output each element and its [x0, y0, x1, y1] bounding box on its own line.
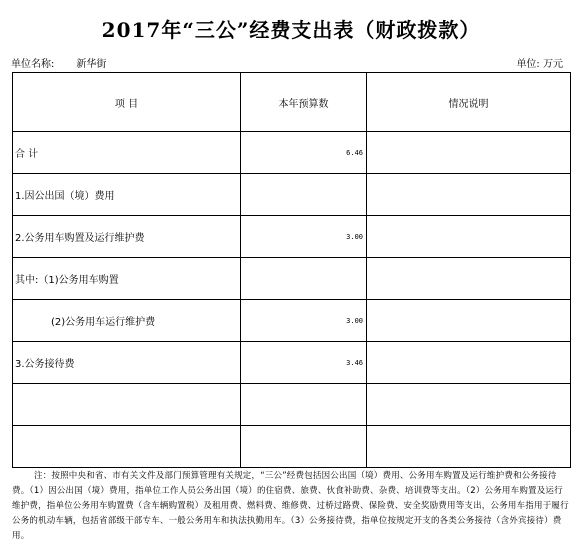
- row-note: [367, 258, 571, 300]
- row-label: 其中:（1)公务用车购置: [13, 258, 241, 300]
- unit-name-label: 单位名称:: [11, 59, 55, 70]
- table-row: [13, 384, 571, 426]
- row-budget: [241, 174, 367, 216]
- footnote: 注：按照中央和省、市有关文件及部门预算管理有关规定，“三公”经费包括因公出国（境）费用、公务用车购置及运行维护费和公务接待费。（1）因公出国（境）费用，指单位工作人员公务出国（境）的住宿费、旅费、伙食补助费、杂费、培训费等支出。（2）公务用车购置及运行维护费，指单位公务用车购置费（含车辆购置税）及租用费、燃料费、维修费、过桥过路费、保险费、安全奖励费用等支出，公务用车指用于履行公务的机动车辆，包括省部级干部专车、一般公务用车和执法执勤用车。（3）公务接待费，指单位按规定开支的各类公务接待（含外宾接待）费用。: [12, 471, 569, 541]
- row-label: 3.公务接待费: [13, 342, 241, 384]
- unit-info-row: [0, 58, 582, 72]
- table-row: [13, 174, 571, 216]
- header-description: 情况说明: [367, 73, 571, 132]
- table-row: [13, 426, 571, 468]
- row-note: [367, 216, 571, 258]
- header-budget: 本年预算数: [241, 73, 367, 132]
- row-label: 1.因公出国（境）费用: [13, 174, 241, 216]
- row-budget: [241, 426, 367, 468]
- header-item: 项 目: [13, 73, 241, 132]
- table-row: [13, 342, 571, 384]
- row-budget: 3.46: [241, 342, 367, 384]
- expense-table: [12, 72, 571, 468]
- currency-unit: 单位: 万元: [516, 59, 563, 70]
- row-budget: 3.00: [241, 300, 367, 342]
- row-note: [367, 132, 571, 174]
- table-row: [13, 216, 571, 258]
- row-note: [367, 300, 571, 342]
- row-note: [367, 426, 571, 468]
- table-row: [13, 258, 571, 300]
- row-budget: 3.00: [241, 216, 367, 258]
- row-label: 合 计: [13, 132, 241, 174]
- table-row: [13, 132, 571, 174]
- table-row: [13, 300, 571, 342]
- row-budget: 6.46: [241, 132, 367, 174]
- row-note: [367, 342, 571, 384]
- page-title: 2017年“三公”经费支出表（财政拨款）: [101, 18, 481, 42]
- row-label: 2.公务用车购置及运行维护费: [13, 216, 241, 258]
- table-header-row: [13, 73, 571, 132]
- unit-name: [11, 58, 106, 72]
- row-label: [13, 426, 241, 468]
- unit-name-value: 新华街: [76, 59, 107, 70]
- row-label: [13, 384, 241, 426]
- row-label: (2)公务用车运行维护费: [13, 300, 241, 342]
- row-budget: [241, 258, 367, 300]
- row-note: [367, 174, 571, 216]
- row-budget: [241, 384, 367, 426]
- row-note: [367, 384, 571, 426]
